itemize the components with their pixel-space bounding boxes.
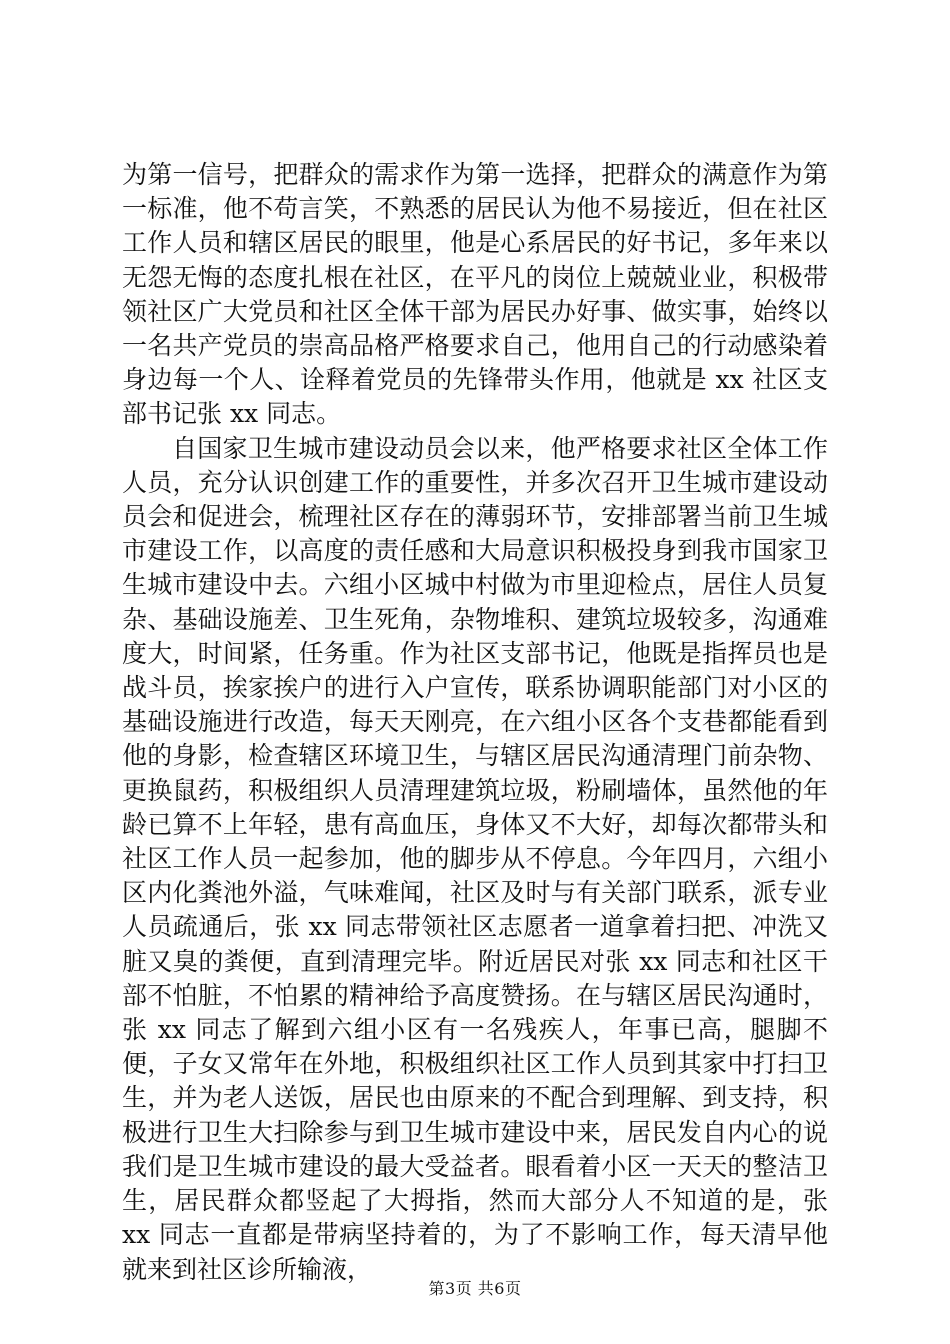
body-text [122,158,828,1287]
paragraph: 自国家卫生城市建设动员会以来，他严格要求社区全体工作人员，充分认识创建工作的重要性，并多次召开卫生城市建设动员会和促进会，梳理社区存在的薄弱环节，安排部署当前卫生城市建设工作，以高度的责任感和大局意识积极投身到我市国家卫生城市建设中去。六组小区城中村做为市里迎检点，居住人员复杂、基础设施差、卫生死角，杂物堆积、建筑垃圾较多，沟通难度大，时间紧，任务重。作为社区支部书记，他既是指挥员也是战斗员，挨家挨户的进行入户宣传，联系协调职能部门对小区的基础设施进行改造，每天天刚亮，在六组小区各个支巷都能看到他的身影，检查辖区环境卫生，与辖区居民沟通清理门前杂物、更换鼠药，积极组织人员清理建筑垃圾，粉刷墙体，虽然他的年龄已算不上年轻，患有高血压，身体又不大好，却每次都带头和社区工作人员一起参加，他的脚步从不停息。今年四月，六组小区内化粪池外溢，气味难闻，社区及时与有关部门联系，派专业人员疏通后，张 xx 同志带领社区志愿者一道拿着扫把、冲洗又脏又臭的粪便，直到清理完毕。附近居民对张 xx 同志和社区干部不怕脏，不怕累的精神给予高度赞扬。在与辖区居民沟通时，张 xx 同志了解到六组小区有一名残疾人，年事已高，腿脚不便，子女又常年在外地，积极组织社区工作人员到其家中打扫卫生，并为老人送饭，居民也由原来的不配合到理解、到支持，积极进行卫生大扫除参与到卫生城市建设中来，居民发自内心的说我们是卫生城市建设的最大受益者。眼看着小区一天天的整洁卫生，居民群众都竖起了大拇指，然而大部分人不知道的是，张 xx 同志一直都是带病坚持着的，为了不影响工作，每天清早他就来到社区诊所输液， [122,433,828,1284]
page-number-footer: 第3页 共6页 [428,1279,522,1298]
paragraph-continued: 为第一信号，把群众的需求作为第一选择，把群众的满意作为第一标准，他不苟言笑，不熟悉的居民认为他不易接近，但在社区工作人员和辖区居民的眼里，他是心系居民的好书记，多年来以无怨无悔的态度扎根在社区，在平凡的岗位上兢兢业业，积极带领社区广大党员和社区全体干部为居民办好事、做实事，始终以一名共产党员的崇高品格严格要求自己，他用自己的行动感染着身边每一个人、诠释着党员的先锋带头作用，他就是 xx 社区支部书记张 xx 同志。 [122,160,828,429]
